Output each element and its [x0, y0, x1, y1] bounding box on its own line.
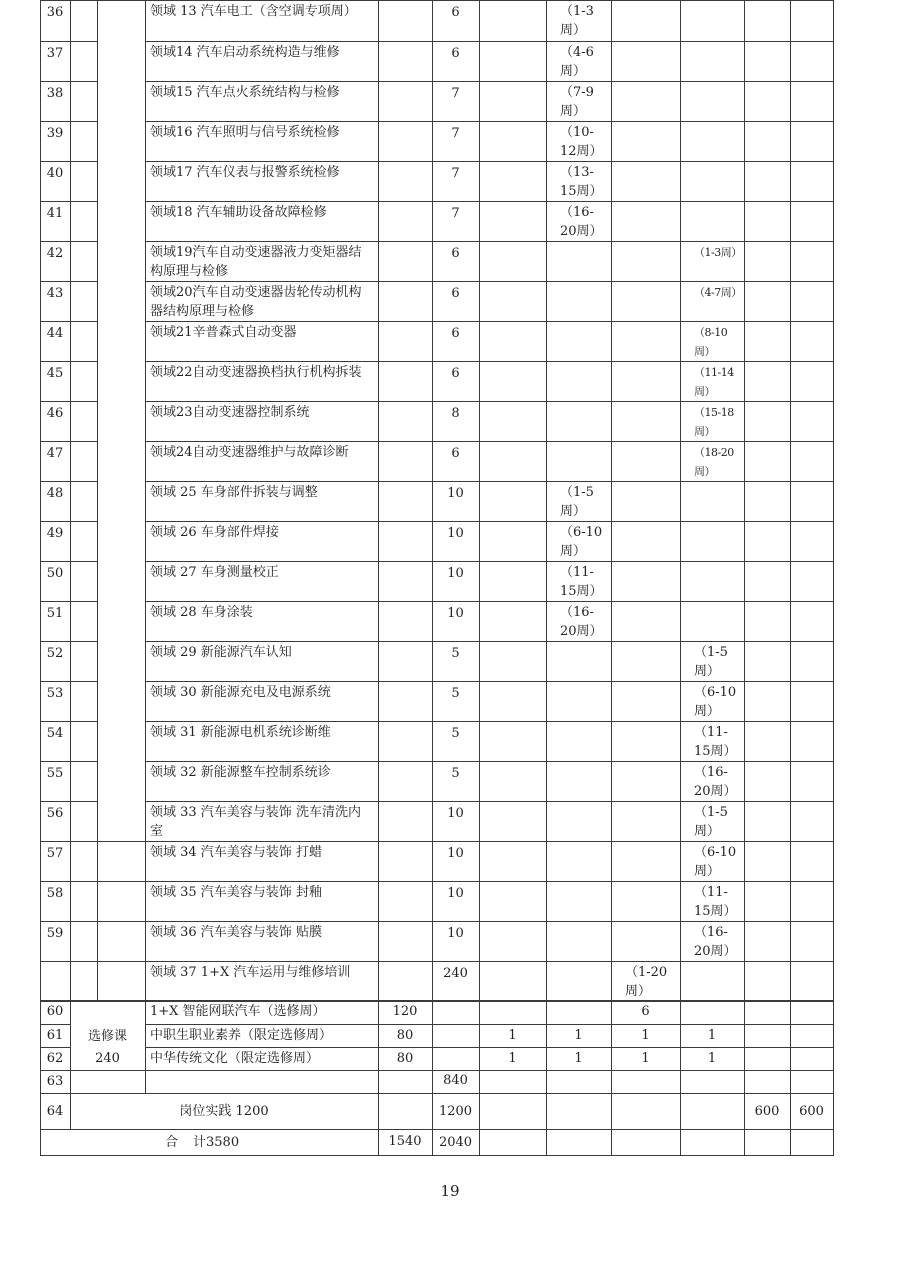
row-number: 50	[46, 566, 64, 581]
grid-hline	[40, 681, 98, 682]
grid-hline	[40, 601, 98, 602]
grid-hline	[40, 481, 98, 482]
grid-hline	[40, 801, 98, 802]
grid-hline	[40, 81, 98, 82]
grid-hline	[145, 721, 834, 722]
grid-hline	[40, 361, 98, 362]
course-name: 领域 31 新能源电机系统诊断维	[150, 725, 331, 740]
grid-vline	[833, 0, 834, 1156]
elective-group-hours: 240	[95, 1051, 120, 1066]
grid-hline	[40, 1047, 71, 1048]
course-name: 1+X 智能网联汽车（选修周）	[150, 1004, 326, 1019]
grid-hline	[40, 401, 98, 402]
week-count: 1	[707, 1051, 717, 1066]
week-range: （16-20周）	[560, 605, 603, 639]
practice-hours: 240	[443, 966, 468, 981]
course-name: 中华传统文化（限定选修周）	[150, 1051, 320, 1066]
grid-hline	[40, 41, 98, 42]
grid-vline	[479, 1070, 480, 1094]
week-count: 1	[641, 1051, 650, 1066]
row-number: 39	[46, 126, 64, 141]
grid-hline	[145, 521, 834, 522]
course-name: 领域23自动变速器控制系统	[150, 405, 310, 420]
theory-total: 1540	[388, 1134, 422, 1149]
grid-vline	[479, 1093, 480, 1130]
course-name: 领域 25 车身部件拆装与调整	[150, 485, 318, 500]
course-name: 领域 29 新能源汽车认知	[150, 645, 292, 660]
week-range: （15-18周）	[694, 406, 734, 438]
practice-hours: 6	[451, 286, 460, 301]
grid-hline	[145, 1047, 834, 1048]
row-number: 47	[46, 446, 64, 461]
grid-hline	[40, 881, 834, 882]
course-name: 领域14 汽车启动系统构造与维修	[150, 45, 340, 60]
practice-hours: 10	[447, 526, 464, 541]
week-range: （1-5周）	[694, 645, 728, 679]
week-range: （11-15周）	[694, 885, 737, 919]
course-name: 领域 32 新能源整车控制系统诊	[150, 765, 331, 780]
row-number: 62	[46, 1051, 64, 1066]
row-number: 58	[46, 886, 64, 901]
row-number: 46	[46, 406, 64, 421]
practice-hours: 7	[451, 206, 460, 221]
practice-hours: 7	[451, 126, 460, 141]
grid-vline	[611, 1070, 612, 1094]
course-name: 领域24自动变速器维护与故障诊断	[150, 445, 349, 460]
practice-hours: 7	[451, 166, 460, 181]
grid-hline	[40, 841, 834, 842]
grid-hline	[145, 401, 834, 402]
row-number: 51	[46, 606, 64, 621]
grid-hline	[40, 721, 98, 722]
grid-hline	[40, 441, 98, 442]
grid-hline	[40, 281, 98, 282]
row-number: 45	[46, 366, 64, 381]
grid-vline	[744, 1129, 745, 1156]
row-number: 38	[46, 86, 64, 101]
grid-vline	[145, 0, 146, 1071]
grid-vline	[680, 1070, 681, 1094]
grid-hline	[40, 521, 98, 522]
course-name: 领域22自动变速器换档执行机构拆装	[150, 365, 362, 380]
week-range: （11-14周）	[694, 366, 734, 398]
week-range: （6-10周）	[694, 845, 737, 879]
course-name: 领域20汽车自动变速器齿轮传动机构器结构原理与检修	[150, 285, 362, 319]
week-count: 600	[799, 1104, 824, 1119]
practice-hours: 7	[451, 86, 460, 101]
elective-group-label: 选修课	[87, 1029, 127, 1044]
week-range: （7-9周）	[560, 85, 594, 119]
row-number: 59	[46, 926, 64, 941]
practice-hours: 6	[451, 46, 460, 61]
week-count: 1	[641, 1028, 650, 1043]
grid-vline	[744, 1070, 745, 1094]
course-name: 领域21辛普森式自动变器	[150, 325, 297, 340]
week-count: 1	[707, 1028, 717, 1043]
practice-hours: 5	[451, 726, 460, 741]
grid-vline	[611, 1093, 612, 1130]
course-name: 领域 30 新能源充电及电源系统	[150, 685, 331, 700]
grid-hline	[145, 321, 834, 322]
theory-hours: 80	[396, 1028, 414, 1043]
row-number: 52	[46, 646, 64, 661]
week-range: （1-5周）	[694, 805, 728, 839]
grid-hline	[40, 641, 98, 642]
week-range: （13-15周）	[560, 165, 603, 199]
course-name: 领域19汽车自动变速器液力变矩器结构原理与检修	[150, 245, 362, 279]
course-name: 领域 27 车身测量校正	[150, 565, 279, 580]
grid-vline	[680, 0, 681, 1071]
course-name: 领域 37 1+X 汽车运用与维修培训	[150, 965, 351, 980]
grid-hline	[145, 81, 834, 82]
week-count: 1	[574, 1051, 583, 1066]
practice-hours: 10	[447, 886, 464, 901]
course-name: 领域17 汽车仪表与报警系统检修	[150, 165, 340, 180]
practice-hours: 1200	[438, 1104, 473, 1119]
grid-hline	[40, 761, 98, 762]
grid-vline	[546, 0, 547, 1071]
grid-vline	[744, 0, 745, 1071]
grid-hline	[145, 801, 834, 802]
week-range: （4-6周）	[560, 45, 594, 79]
grid-vline	[790, 0, 791, 1071]
grid-hline	[145, 761, 834, 762]
week-range: （8-10周）	[694, 326, 728, 358]
row-number: 56	[46, 806, 64, 821]
row-number: 41	[46, 206, 64, 221]
row-number: 64	[46, 1104, 64, 1119]
course-name: 领域 33 汽车美容与装饰 洗车清洗内室	[150, 805, 361, 839]
row-number: 53	[46, 686, 64, 701]
week-range: （1-3周）	[694, 246, 742, 259]
course-name: 领域 34 汽车美容与装饰 打蜡	[150, 845, 322, 860]
grid-hline	[40, 121, 98, 122]
grid-hline	[40, 961, 834, 962]
practice-hours: 6	[451, 366, 460, 381]
week-range: （1-3周）	[560, 4, 594, 38]
grid-vline	[97, 0, 98, 1001]
week-range: （6-10周）	[694, 685, 737, 719]
course-name: 领域 35 汽车美容与装饰 封釉	[150, 885, 322, 900]
practice-hours: 8	[451, 406, 460, 421]
course-name: 领域15 汽车点火系统结构与检修	[150, 85, 340, 100]
row-number: 57	[46, 846, 64, 861]
grid-vline	[611, 0, 612, 1071]
week-range: （11-15周）	[694, 725, 737, 759]
grid-hline	[145, 561, 834, 562]
grid-hline	[145, 601, 834, 602]
page-number: 19	[440, 1182, 460, 1200]
grid-hline	[145, 641, 834, 642]
grid-vline	[546, 1129, 547, 1156]
grid-hline	[145, 441, 834, 442]
grid-vline	[70, 1070, 71, 1094]
grid-vline	[378, 1093, 379, 1130]
practice-hours: 10	[447, 806, 464, 821]
grid-vline	[378, 0, 379, 1071]
grid-hline	[40, 241, 98, 242]
row-number: 61	[46, 1028, 64, 1043]
week-count: 1	[508, 1028, 517, 1043]
row-number: 60	[46, 1004, 64, 1019]
grid-hline	[145, 681, 834, 682]
total-label-a: 合	[165, 1135, 179, 1150]
course-name: 领域16 汽车照明与信号系统检修	[150, 125, 340, 140]
row-number: 44	[46, 326, 64, 341]
week-range: （16-20周）	[560, 205, 603, 239]
practice-hours: 5	[451, 646, 460, 661]
practice-hours: 6	[451, 246, 460, 261]
grid-vline	[680, 1093, 681, 1130]
grid-hline	[145, 121, 834, 122]
grid-hline	[40, 1129, 834, 1130]
grid-hline	[40, 1000, 834, 1001]
grid-vline	[680, 1129, 681, 1156]
grid-hline	[40, 1155, 834, 1156]
week-count: 1	[508, 1051, 517, 1066]
week-range: （18-20周）	[694, 446, 734, 478]
grid-hline	[40, 0, 834, 1]
grid-hline	[40, 321, 98, 322]
week-count: 600	[754, 1104, 780, 1119]
grid-vline	[790, 1129, 791, 1156]
row-number: 54	[46, 726, 64, 741]
course-name: 领域 36 汽车美容与装饰 贴膜	[150, 925, 322, 940]
total-label-b: 计3580	[193, 1135, 240, 1150]
grid-vline	[70, 0, 71, 1071]
grid-hline	[40, 1093, 834, 1094]
row-number: 36	[46, 5, 64, 20]
row-number: 37	[46, 46, 64, 61]
grid-hline	[145, 361, 834, 362]
practice-hours: 6	[451, 446, 460, 461]
week-count: 1	[574, 1028, 583, 1043]
grid-hline	[145, 281, 834, 282]
week-range: （1-20周）	[625, 965, 668, 999]
practice-hours: 10	[447, 606, 464, 621]
grid-vline	[378, 1070, 379, 1094]
row-number: 40	[46, 166, 64, 181]
week-range: （11-15周）	[560, 565, 603, 599]
course-name: 中职生职业素养（限定选修周）	[150, 1028, 333, 1043]
practice-hours: 5	[451, 766, 460, 781]
grid-hline	[145, 481, 834, 482]
practice-hours: 5	[451, 686, 460, 701]
row-number: 43	[46, 286, 64, 301]
grid-vline	[145, 1070, 146, 1094]
week-count: 6	[641, 1004, 650, 1019]
grid-vline	[546, 1093, 547, 1130]
grid-vline	[611, 1129, 612, 1156]
week-range: （16-20周）	[694, 765, 737, 799]
grid-hline	[145, 201, 834, 202]
grid-hline	[40, 1024, 71, 1025]
week-range: （4-7周）	[694, 286, 742, 299]
grid-hline	[145, 161, 834, 162]
theory-hours: 80	[396, 1051, 414, 1066]
practice-hours: 840	[443, 1073, 468, 1088]
grid-vline	[479, 1129, 480, 1156]
week-range: （10-12周）	[560, 125, 603, 159]
grid-hline	[40, 921, 834, 922]
grid-hline	[145, 1024, 834, 1025]
week-range: （16-20周）	[694, 925, 737, 959]
internship-label: 岗位实践 1200	[179, 1104, 269, 1119]
course-name: 领域18 汽车辅助设备故障检修	[150, 205, 327, 220]
week-range: （6-10周）	[560, 525, 603, 559]
grid-vline	[790, 1070, 791, 1094]
practice-hours: 6	[451, 326, 460, 341]
grid-hline	[40, 161, 98, 162]
row-number: 42	[46, 246, 64, 261]
practice-hours: 10	[447, 926, 464, 941]
practice-hours: 6	[451, 5, 460, 20]
row-number: 63	[46, 1074, 64, 1089]
practice-hours: 10	[447, 566, 464, 581]
row-number: 49	[46, 526, 64, 541]
course-name: 领域 13 汽车电工（含空调专项周）	[150, 4, 357, 19]
course-name: 领域 28 车身涂装	[150, 605, 253, 620]
course-name: 领域 26 车身部件焊接	[150, 525, 279, 540]
week-range: （1-5周）	[560, 485, 594, 519]
theory-hours: 120	[392, 1004, 418, 1019]
grid-hline	[145, 41, 834, 42]
grid-hline	[40, 561, 98, 562]
grid-vline	[479, 0, 480, 1071]
practice-hours: 10	[447, 486, 464, 501]
grid-vline	[546, 1070, 547, 1094]
row-number: 55	[46, 766, 64, 781]
row-number: 48	[46, 486, 64, 501]
practice-total: 2040	[438, 1135, 473, 1150]
grid-hline	[145, 241, 834, 242]
grid-hline	[40, 201, 98, 202]
practice-hours: 10	[447, 846, 464, 861]
